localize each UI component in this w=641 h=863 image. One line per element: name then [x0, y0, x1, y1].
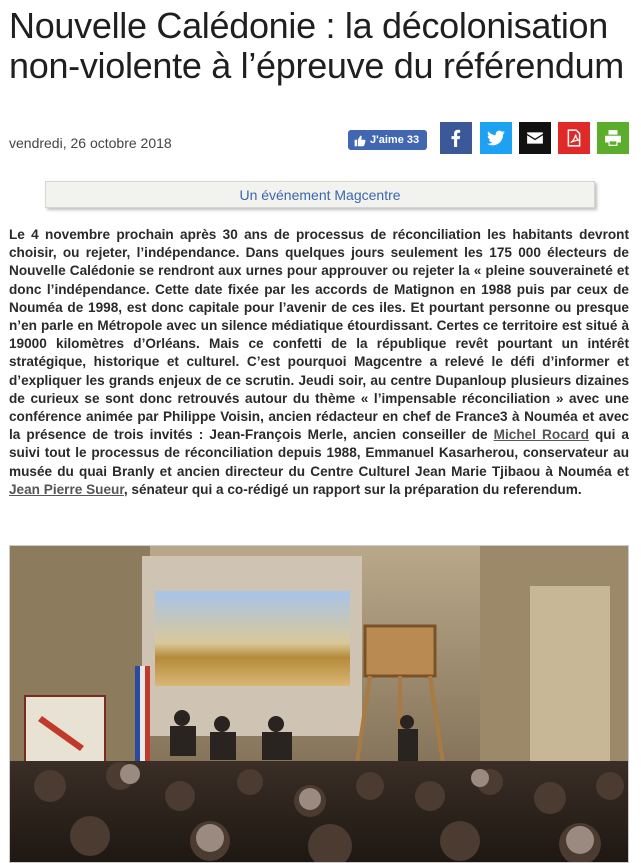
- michel-rocard-link[interactable]: Michel Rocard: [493, 427, 589, 443]
- facebook-share-button[interactable]: [440, 122, 472, 154]
- twitter-icon: [487, 129, 505, 147]
- mail-icon: [526, 129, 544, 147]
- facebook-icon: [447, 129, 465, 147]
- twitter-share-button[interactable]: [480, 122, 512, 154]
- facebook-like-button[interactable]: [348, 130, 427, 150]
- print-icon: [604, 129, 622, 147]
- article-date: vendredi, 26 octobre 2018: [9, 135, 172, 151]
- article-photo: [9, 545, 629, 863]
- pdf-button[interactable]: [558, 122, 590, 154]
- article-body-part3: , sénateur qui a co-rédigé un rapport sur la préparation du referendum.: [123, 481, 582, 497]
- article-body-part2: qui a suivi tout le processus de réconciliation depuis 1988, Emmanuel Kasarherou, conservateur au musée du quai Branly et ancien directeur du Centre Culturel Jean Marie Tjibaou à Nouméa et: [9, 427, 629, 479]
- article-title: Nouvelle Calédonie : la décolonisation non-violente à l’épreuve du référendum: [9, 5, 624, 86]
- thumbs-up-icon: [353, 134, 366, 147]
- event-banner: Un événement Magcentre: [45, 181, 595, 208]
- article-body: [9, 226, 629, 499]
- article-body-part1: Le 4 novembre prochain après 30 ans de processus de réconciliation les habitants devront choisir, ou rejeter, l’indépendance. Dans quelques jours seulement les 175 000 électeurs de Nouvelle Calédonie se rendront aux urnes pour approuver ou rejeter la « pleine souveraineté et donc l’indépendance. Cette date fixée par les accords de Matignon en 1988 puis par ceux de Nouméa de 1998, est donc capitale pour l’avenir de ces iles. Et pourtant personne ou presque n’en parle en Métropole avec un silence médiatique étourdissant. Certes ce territoire est situé à 19000 kilomètres d’Orléans. Mais ce confetti de la république revêt pourtant un intérêt stratégique, historique et culturel. C’est pourquoi Magcentre a relevé le défi d’informer et d’expliquer les grands enjeux de ce scrutin. Jeudi soir, au centre Dupanloup plusieurs dizaines de curieux se sont donc retrouvés autour du thème « l’impensable réconciliation » avec une conférence animée par Philippe Voisin, ancien rédacteur en chef de France3 à Nouméa et avec la présence de trois invités : Jean-François Merle, ancien conseiller de: [9, 227, 629, 443]
- email-share-button[interactable]: [519, 122, 551, 154]
- print-button[interactable]: [597, 122, 629, 154]
- like-count-label: J'aime 33: [370, 134, 420, 146]
- conference-photo-illustration: [10, 546, 629, 863]
- jean-pierre-sueur-link[interactable]: Jean Pierre Sueur: [9, 481, 124, 497]
- pdf-icon: [565, 129, 583, 147]
